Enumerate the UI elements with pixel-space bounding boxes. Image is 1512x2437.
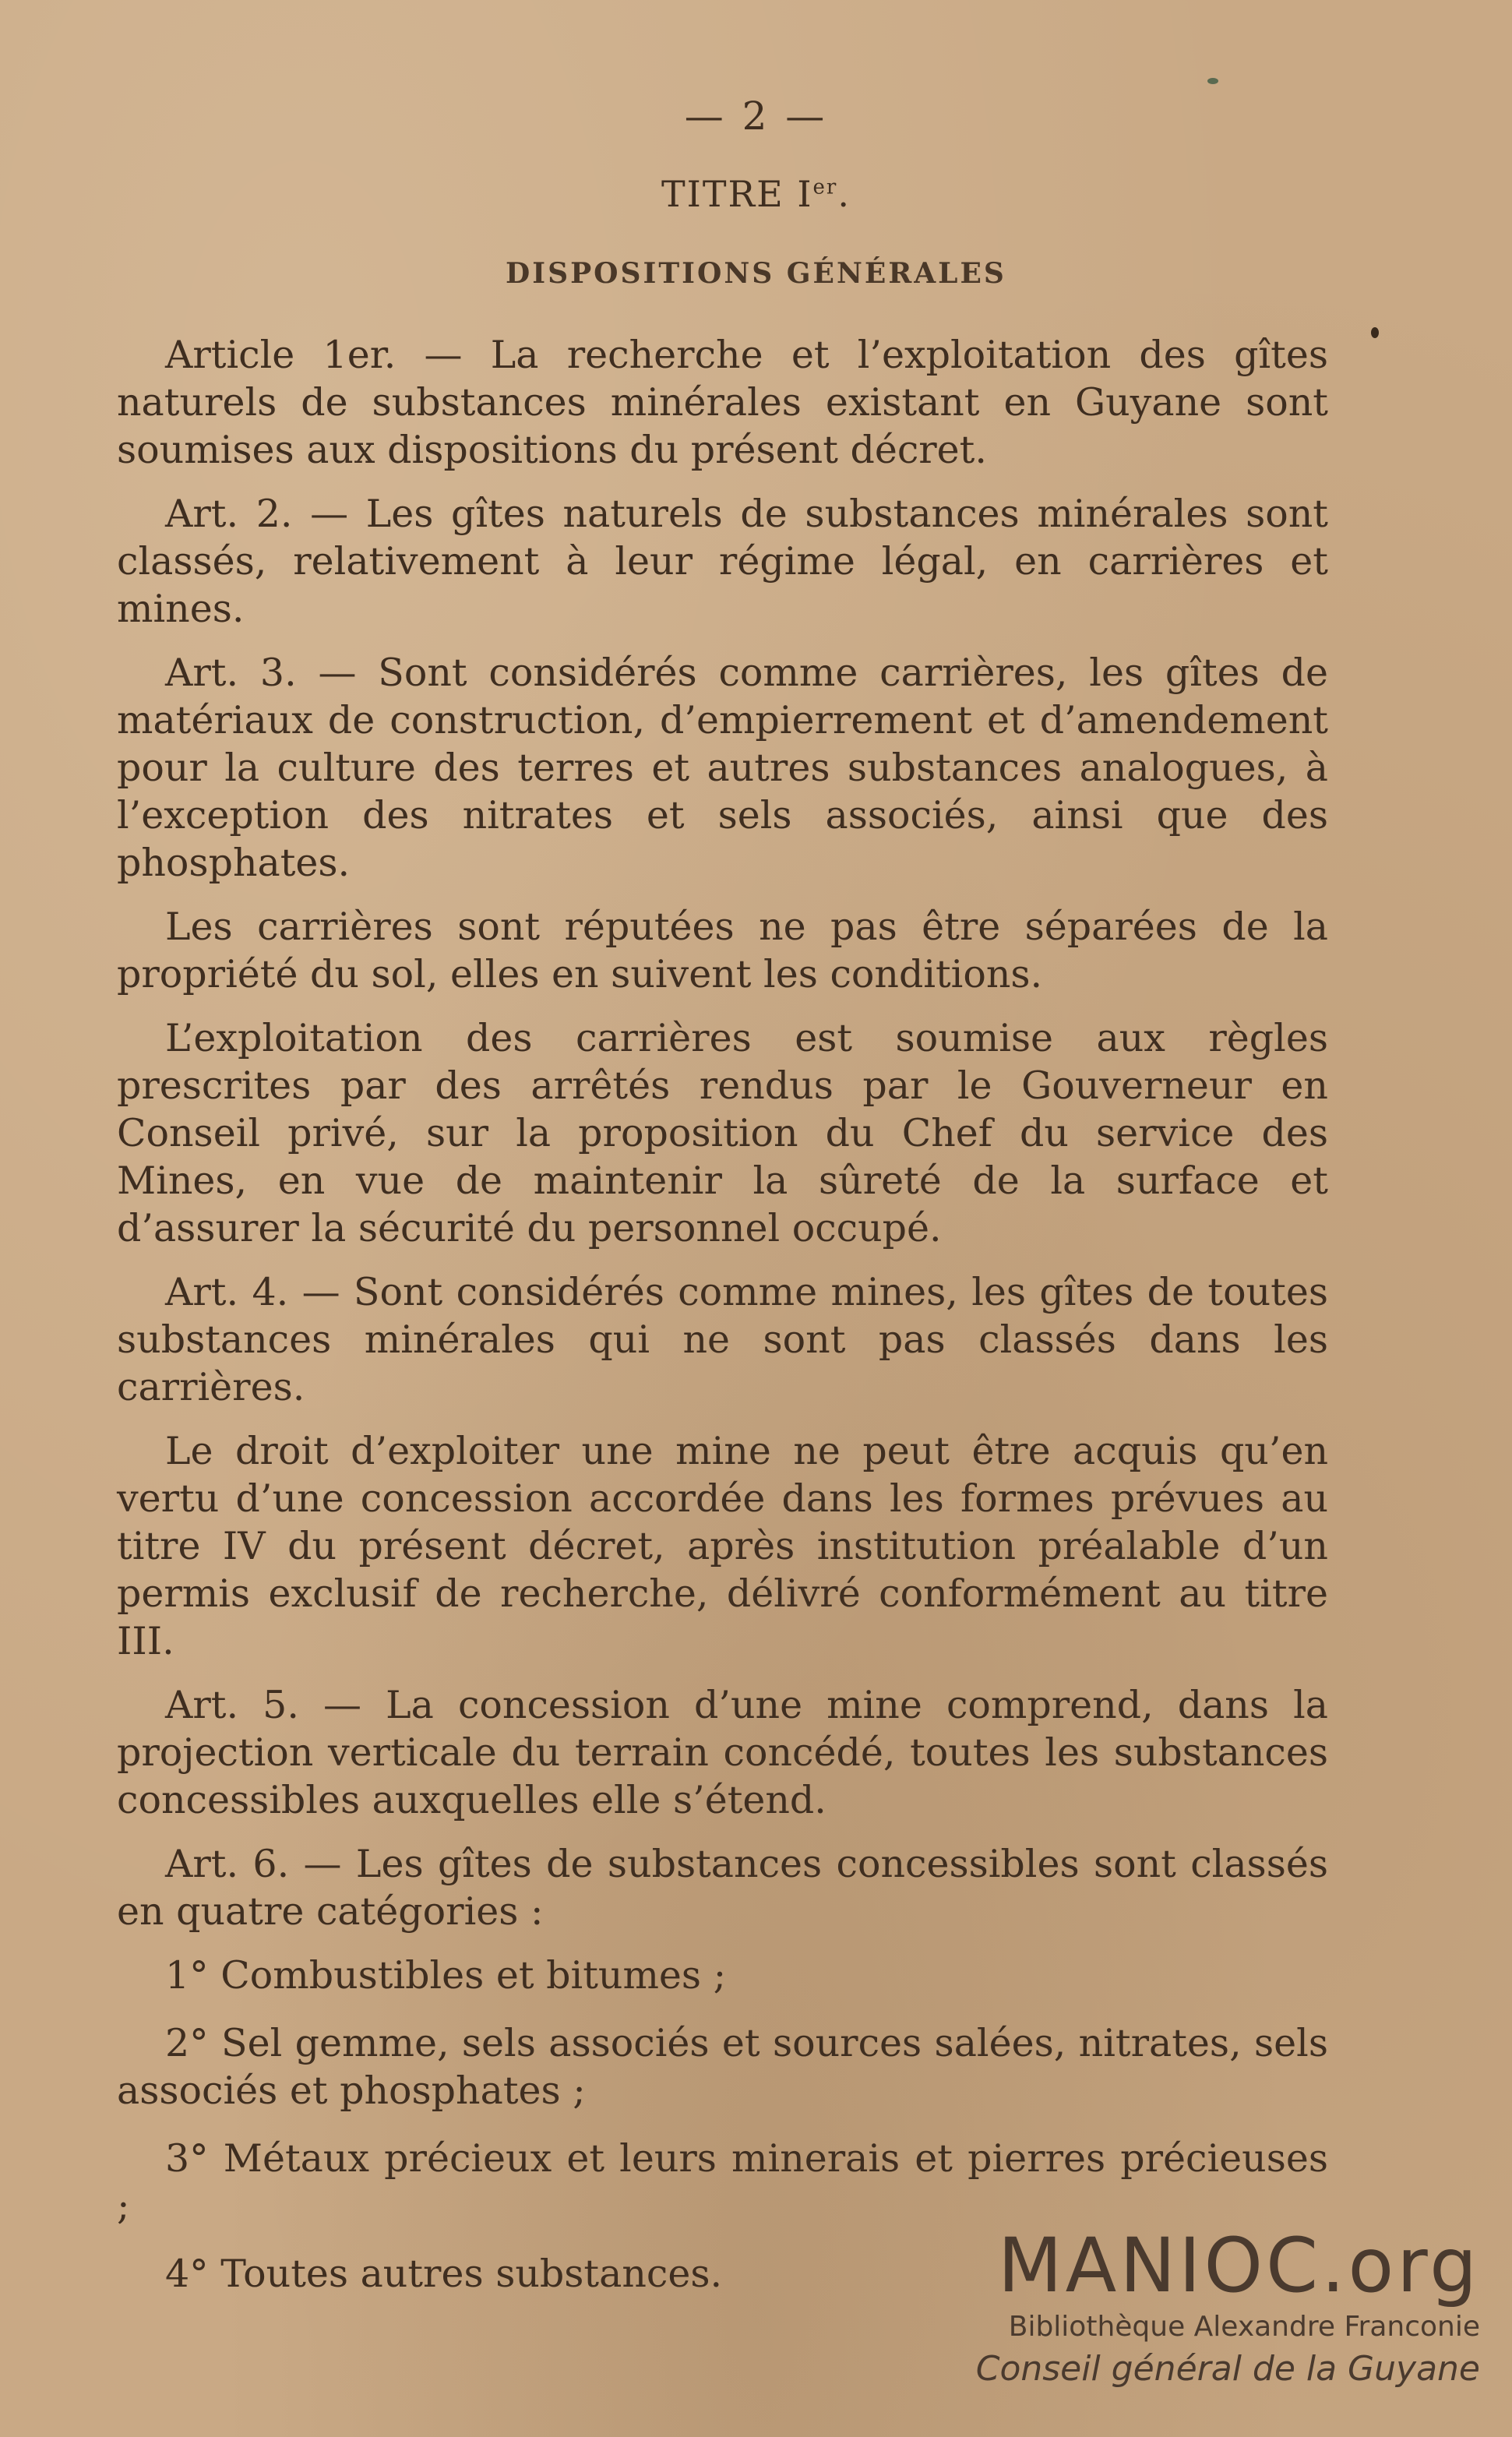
article-6-paragraph: Art. 6. — Les gîtes de substances concessibles sont classés en quatre catégories :	[117, 1842, 1328, 1934]
category-item-2: 2° Sel gemme, sels associés et sources salées, nitrates, sels associés et phosphates ;	[117, 2021, 1328, 2113]
mine-concession-paragraph: Le droit d’exploiter une mine ne peut être acquis qu’en vertu d’une concession accordée dans les formes prévues au titre IV du présent décret, après institution préalable d’un permis exclusif de recherche, délivré conformément au titre III.	[117, 1429, 1328, 1663]
title-text: TITRE I	[661, 173, 813, 215]
council-name: Conseil général de la Guyane	[975, 2349, 1480, 2389]
article-4-paragraph: Art. 4. — Sont considérés comme mines, les gîtes de toutes substances minérales qui ne sont pas classés dans les carrières.	[117, 1270, 1328, 1409]
category-item-3: 3° Métaux précieux et leurs minerais et pierres précieuses ;	[117, 2136, 1328, 2228]
section-subtitle: DISPOSITIONS GÉNÉRALES	[506, 257, 1006, 290]
ink-speck	[1207, 78, 1218, 84]
article-3-paragraph: Art. 3. — Sont considérés comme carrières, les gîtes de matériaux de construction, d’empierrement et d’amendement pour la culture des terres et autres substances analogues, à l’exception des nitrates et sels associés, ainsi que des phosphates.	[117, 651, 1328, 885]
decree-body	[117, 331, 1328, 2318]
title-period: .	[837, 173, 851, 215]
carrieres-rules-paragraph: L’exploitation des carrières est soumise aux règles prescrites par des arrêtés rendus par le Gouverneur en Conseil privé, sur la proposition du Chef du service des Mines, en vue de maintenir la sûreté de la surface et d’assurer la sécurité du personnel occupé.	[117, 1016, 1328, 1250]
article-2-paragraph: Art. 2. — Les gîtes naturels de substances minérales sont classés, relativement à leur régime légal, en carrières et mines.	[117, 492, 1328, 631]
manioc-logo: MANIOC.org	[997, 2222, 1480, 2309]
title-superscript: er	[812, 175, 838, 199]
category-item-4: 4° Toutes autres substances.	[165, 2252, 723, 2296]
category-item-1: 1° Combustibles et bitumes ;	[165, 1953, 727, 1998]
article-1-paragraph: Article 1er. — La recherche et l’exploitation des gîtes naturels de substances minérales existant en Guyane sont soumises aux dispositions du présent décret.	[117, 333, 1328, 472]
carrieres-property-paragraph: Les carrières sont réputées ne pas être séparées de la propriété du sol, elles en suivent les conditions.	[117, 905, 1328, 996]
title-heading	[0, 173, 1512, 215]
library-name: Bibliothèque Alexandre Franconie	[1008, 2311, 1480, 2343]
manioc-watermark	[919, 2222, 1480, 2392]
ink-speck	[1371, 327, 1379, 338]
article-5-paragraph: Art. 5. — La concession d’une mine comprend, dans la projection verticale du terrain concédé, toutes les substances concessibles auxquelles elle s’étend.	[117, 1683, 1328, 1822]
page-number: — 2 —	[684, 93, 828, 139]
